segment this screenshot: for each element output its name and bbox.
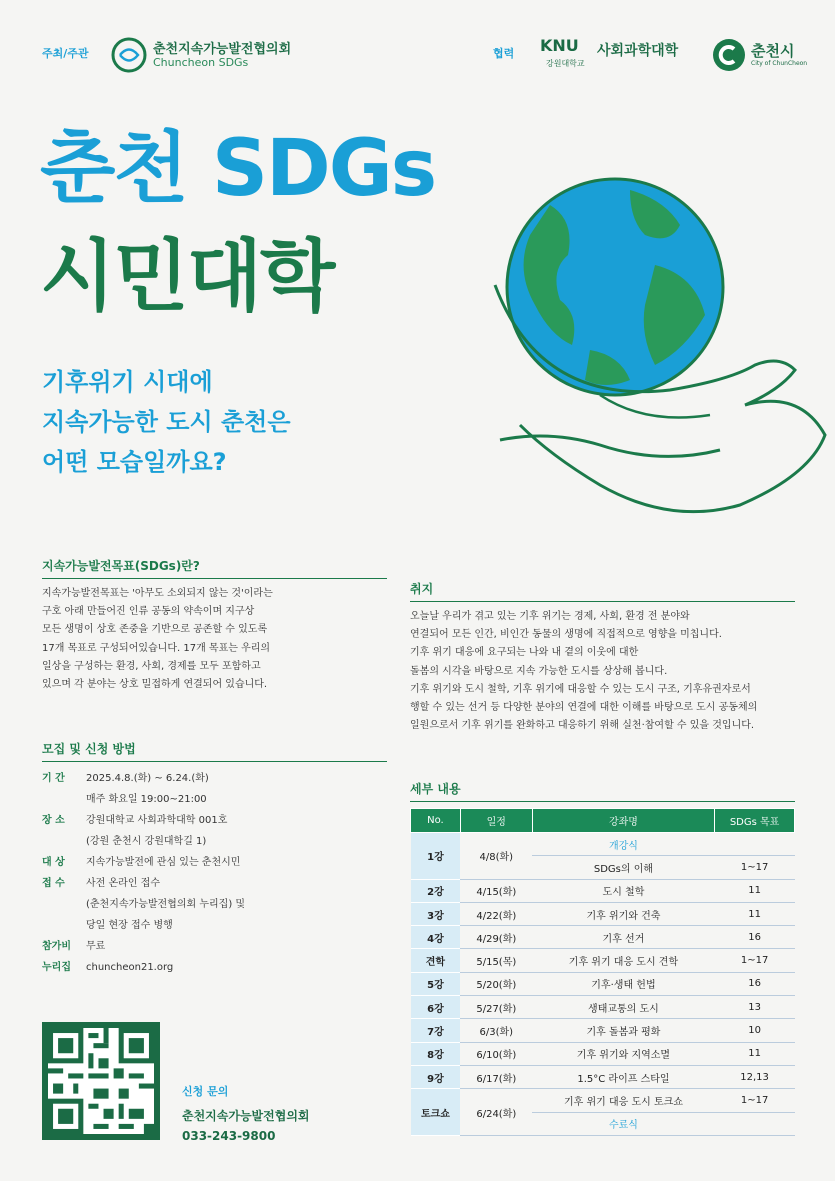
table-row <box>411 879 795 902</box>
host-org-sub: Chuncheon SDGs <box>153 56 249 69</box>
schedule-table <box>410 808 795 1136</box>
text-cell: 토크쇼 <box>411 1089 461 1136</box>
text-cell: SDGs의 이해 <box>532 856 714 879</box>
qr-code[interactable] <box>42 1022 160 1140</box>
text-cell: 오늘날 우리가 겪고 있는 기후 위기는 경제, 사회, 환경 전 분야와 <box>410 611 690 622</box>
col-header: SDGs 목표 <box>715 809 795 833</box>
text-cell: 5/20(화) <box>460 972 532 995</box>
host-label: 주최/주관 <box>42 47 89 60</box>
text-cell: 기후·생태 헌법 <box>532 972 714 995</box>
text-cell: 모든 생명이 상호 존중을 기반으로 공존할 수 있도록 <box>42 624 268 636</box>
table-row <box>411 1042 795 1065</box>
text-cell: 5/15(목) <box>460 949 532 972</box>
sdgs-about-body <box>42 585 387 694</box>
city-name: 춘천시 <box>751 42 795 60</box>
sdgs-about-heading: 지속가능발전목표(SDGs)란? <box>42 557 387 579</box>
text-cell: 행할 수 있는 선거 등 다양한 분야의 연결에 대한 이해를 바탕으로 도시 공동체의 <box>410 702 758 714</box>
text-cell: 9강 <box>411 1065 461 1088</box>
text-cell: 기후 위기와 도시 철학, 기후 위기에 대응할 수 있는 도시 구조, 기후유권자로서 <box>410 683 751 695</box>
text-cell: 기후 위기 대응 도시 토크쇼 <box>532 1089 714 1112</box>
text-cell: 4/15(화) <box>460 879 532 902</box>
text-cell: 장 소 <box>42 815 65 826</box>
text-cell: 4/29(화) <box>460 926 532 949</box>
tagline-line: 기후위기 시대에 <box>42 368 213 396</box>
host-org-name: 춘천지속가능발전협의회 <box>153 42 292 57</box>
text-cell: 기후 위기와 건축 <box>532 902 714 925</box>
table-row <box>411 1019 795 1042</box>
purpose-body <box>410 608 795 735</box>
text-cell: 일원으로서 기후 위기를 완화하고 대응하기 위해 실천·참여할 수 있을 것입니다. <box>410 720 755 732</box>
table-row <box>411 949 795 972</box>
text-cell: 누리집 <box>42 962 71 973</box>
text-cell: 도시 철학 <box>532 879 714 902</box>
table-row <box>411 833 795 856</box>
text-cell: 지속가능발전에 관심 있는 춘천시민 <box>86 857 241 868</box>
text-cell: 일상을 구성하는 환경, 사회, 경제를 모두 포함하고 <box>42 660 261 672</box>
text-cell: 참가비 <box>42 941 71 952</box>
text-cell: 11 <box>715 879 795 902</box>
chuncheon-sdgs-logo-icon <box>110 36 148 74</box>
knu-sub: 강원대학교 <box>546 59 585 68</box>
text-cell: 기후 돌봄과 평화 <box>532 1019 714 1042</box>
text-cell <box>42 915 86 936</box>
text-cell: 6/10(화) <box>460 1042 532 1065</box>
text-cell: 6강 <box>411 996 461 1019</box>
text-cell: 17개 목표로 구성되어있습니다. 17개 목표는 우리의 <box>42 642 271 654</box>
text-cell: 1.5°C 라이프 스타일 <box>532 1065 714 1088</box>
text-cell: 접 수 <box>42 878 65 889</box>
text-cell: 견학 <box>411 949 461 972</box>
text-cell: 5/27(화) <box>460 996 532 1019</box>
text-cell <box>42 894 86 915</box>
text-cell <box>715 833 795 856</box>
table-row <box>411 926 795 949</box>
apply-heading: 모집 및 신청 방법 <box>42 740 387 762</box>
contact-org: 춘천지속가능발전협의회 <box>182 1109 310 1123</box>
text-cell: 돌봄의 시각을 바탕으로 지속 가능한 도시를 상상해 봅니다. <box>410 665 668 677</box>
contact-phone[interactable]: 033-243-9800 <box>182 1129 276 1143</box>
text-cell: 6/17(화) <box>460 1065 532 1088</box>
contact-block <box>182 1083 310 1143</box>
city-sub: City of ChunCheon <box>751 60 808 67</box>
text-cell: 기후 위기 대응 도시 견학 <box>532 949 714 972</box>
text-cell: 4/8(화) <box>460 833 532 880</box>
text-cell: 연결되어 모든 인간, 비인간 동물의 생명에 직접적으로 영향을 미칩니다. <box>410 629 722 641</box>
title-line2: 시민대학 <box>40 232 334 322</box>
col-header: No. <box>411 809 461 833</box>
text-cell: 있으며 각 분야는 상호 밀접하게 연결되어 있습니다. <box>42 679 268 691</box>
text-cell: 사전 온라인 접수 <box>86 878 160 889</box>
text-cell: 개강식 <box>532 833 714 856</box>
text-cell: 1~17 <box>715 1089 795 1112</box>
text-cell: 11 <box>715 1042 795 1065</box>
table-row <box>411 902 795 925</box>
text-cell: 4강 <box>411 926 461 949</box>
text-cell: 대 상 <box>42 857 65 868</box>
text-cell: 5강 <box>411 972 461 995</box>
text-cell: 무료 <box>86 941 106 952</box>
text-cell: 4/22(화) <box>460 902 532 925</box>
text-cell: 구호 아래 만들어진 인류 공동의 약속이며 지구상 <box>42 606 255 618</box>
text-cell: 기 간 <box>42 773 65 784</box>
table-row <box>411 972 795 995</box>
contact-label: 신청 문의 <box>182 1085 229 1098</box>
col-header: 강좌명 <box>532 809 714 833</box>
title-line1: 춘천 SDGs <box>40 124 436 214</box>
text-cell: 강원대학교 사회과학대학 001호 <box>86 815 228 826</box>
text-cell: 16 <box>715 972 795 995</box>
schedule-heading: 세부 내용 <box>410 780 795 802</box>
text-cell: 16 <box>715 926 795 949</box>
text-cell: 3강 <box>411 902 461 925</box>
text-cell: 지속가능발전목표는 '아무도 소외되지 않는 것'이라는 <box>42 588 273 599</box>
globe-in-hand-illustration <box>480 175 835 545</box>
table-row <box>411 1065 795 1088</box>
qr-code-icon <box>48 1028 154 1134</box>
text-cell: 6/3(화) <box>460 1019 532 1042</box>
text-cell: 2강 <box>411 879 461 902</box>
website-link[interactable]: chuncheon21.org <box>86 962 174 973</box>
text-cell: 당일 현장 접수 병행 <box>86 920 173 931</box>
text-cell: 기후 위기와 지역소멸 <box>532 1042 714 1065</box>
text-cell: 수료식 <box>532 1112 714 1135</box>
text-cell: 11 <box>715 902 795 925</box>
text-cell: 2025.4.8.(화) ~ 6.24.(화) <box>86 773 209 784</box>
college-name: 사회과학대학 <box>597 43 679 59</box>
text-cell: 매주 화요일 19:00~21:00 <box>86 794 207 805</box>
text-cell: 12,13 <box>715 1065 795 1088</box>
apply-info-list <box>42 768 387 978</box>
col-header: 일정 <box>460 809 532 833</box>
text-cell: 7강 <box>411 1019 461 1042</box>
chuncheon-city-logo-icon <box>712 38 746 72</box>
text-cell: 기후 선거 <box>532 926 714 949</box>
tagline-line: 지속가능한 도시 춘천은 <box>42 408 291 436</box>
text-cell: 13 <box>715 996 795 1019</box>
text-cell: 1~17 <box>715 856 795 879</box>
coop-label: 협력 <box>493 47 515 60</box>
text-cell: (춘천지속가능발전협의회 누리집) 및 <box>86 899 246 910</box>
text-cell: 기후 위기 대응에 요구되는 나와 내 곁의 이웃에 대한 <box>410 647 639 659</box>
purpose-heading: 취지 <box>410 580 795 602</box>
text-cell: (강원 춘천시 강원대학길 1) <box>86 836 207 847</box>
text-cell: 1강 <box>411 833 461 880</box>
text-cell: 6/24(화) <box>460 1089 532 1136</box>
tagline-line: 어떤 모습일까요? <box>42 448 227 476</box>
text-cell: 8강 <box>411 1042 461 1065</box>
text-cell: 생태교통의 도시 <box>532 996 714 1019</box>
knu-logo: KNU <box>540 36 579 55</box>
text-cell <box>715 1112 795 1135</box>
text-cell: 1~17 <box>715 949 795 972</box>
table-row <box>411 1089 795 1112</box>
text-cell: 10 <box>715 1019 795 1042</box>
table-row <box>411 996 795 1019</box>
text-cell <box>42 831 86 852</box>
text-cell <box>42 789 86 810</box>
